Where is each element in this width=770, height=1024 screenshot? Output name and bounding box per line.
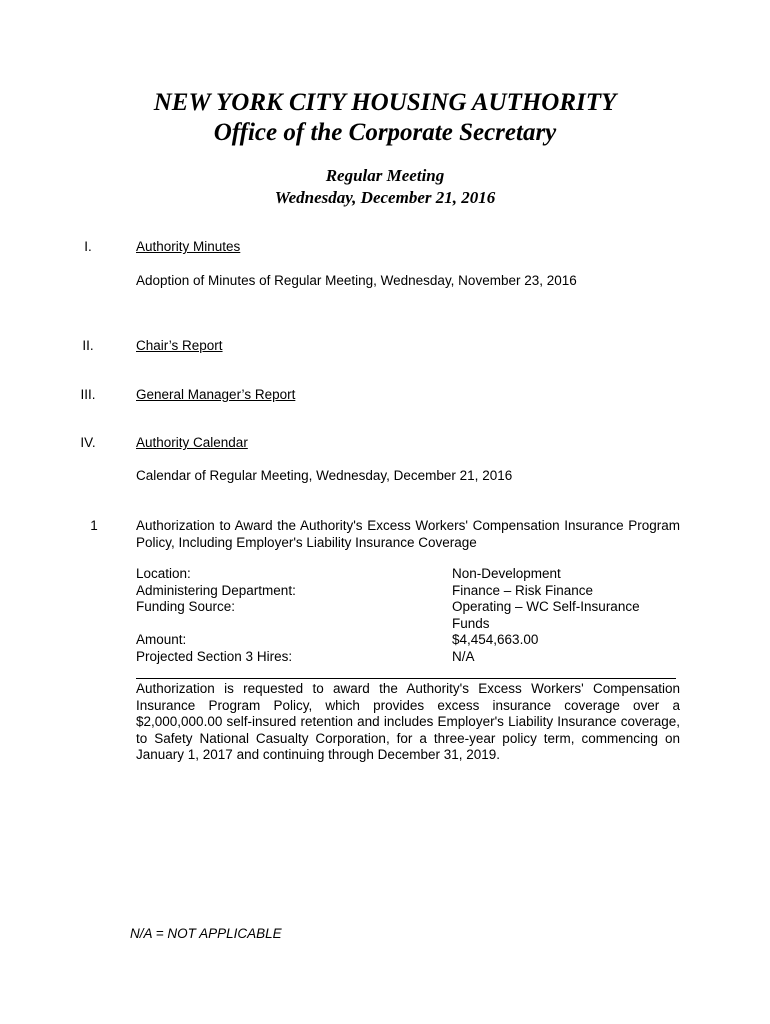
- item-title: Authorization to Award the Authority's Excess Workers' Compensation Insurance Program Policy, Including Employer's Liability Insurance Coverage: [136, 518, 680, 550]
- section-title-general-managers-report: General Manager’s Report: [136, 387, 296, 402]
- office-title: Office of the Corporate Secretary: [213, 119, 557, 146]
- detail-label-amount: Amount:: [136, 632, 187, 647]
- section-numeral: II.: [82, 338, 94, 353]
- footnote: N/A = NOT APPLICABLE: [130, 926, 282, 941]
- section-title-chairs-report: Chair’s Report: [136, 338, 223, 353]
- section-title-authority-minutes: Authority Minutes: [136, 239, 241, 254]
- detail-value-section3-hires: N/A: [452, 649, 475, 664]
- section-title-authority-calendar: Authority Calendar: [136, 435, 248, 450]
- detail-label-department: Administering Department:: [136, 583, 296, 598]
- section-numeral: III.: [80, 387, 96, 402]
- detail-value-amount: $4,454,663.00: [452, 632, 539, 647]
- detail-value-location: Non-Development: [452, 566, 561, 581]
- meeting-type: Regular Meeting: [325, 166, 445, 185]
- section-text-minutes: Adoption of Minutes of Regular Meeting, Wednesday, November 23, 2016: [136, 273, 577, 288]
- section-numeral: IV.: [80, 435, 96, 450]
- detail-label-funding-source: Funding Source:: [136, 599, 236, 614]
- organization-title: NEW YORK CITY HOUSING AUTHORITY: [153, 89, 617, 116]
- section-numeral: I.: [84, 239, 92, 254]
- detail-label-location: Location:: [136, 566, 191, 581]
- meeting-date: Wednesday, December 21, 2016: [274, 188, 496, 207]
- divider-line: [136, 678, 676, 679]
- detail-value-funding-source-cont: Funds: [452, 616, 490, 631]
- detail-value-department: Finance – Risk Finance: [452, 583, 594, 598]
- detail-label-section3-hires: Projected Section 3 Hires:: [136, 649, 293, 664]
- detail-value-funding-source: Operating – WC Self-Insurance: [452, 599, 640, 614]
- item-number: 1: [90, 518, 98, 533]
- item-description: Authorization is requested to award the Authority's Excess Workers' Compensation Insurance Program Policy, which provides excess insurance coverage over a $2,000,000.00 self-insured retention and includes Employer's Liability Insurance coverage, to Safety National Casualty Corporation, for a three-year policy term, commencing on January 1, 2017 and continuing through December 31, 2019.: [136, 681, 680, 762]
- section-text-calendar: Calendar of Regular Meeting, Wednesday, December 21, 2016: [136, 468, 513, 483]
